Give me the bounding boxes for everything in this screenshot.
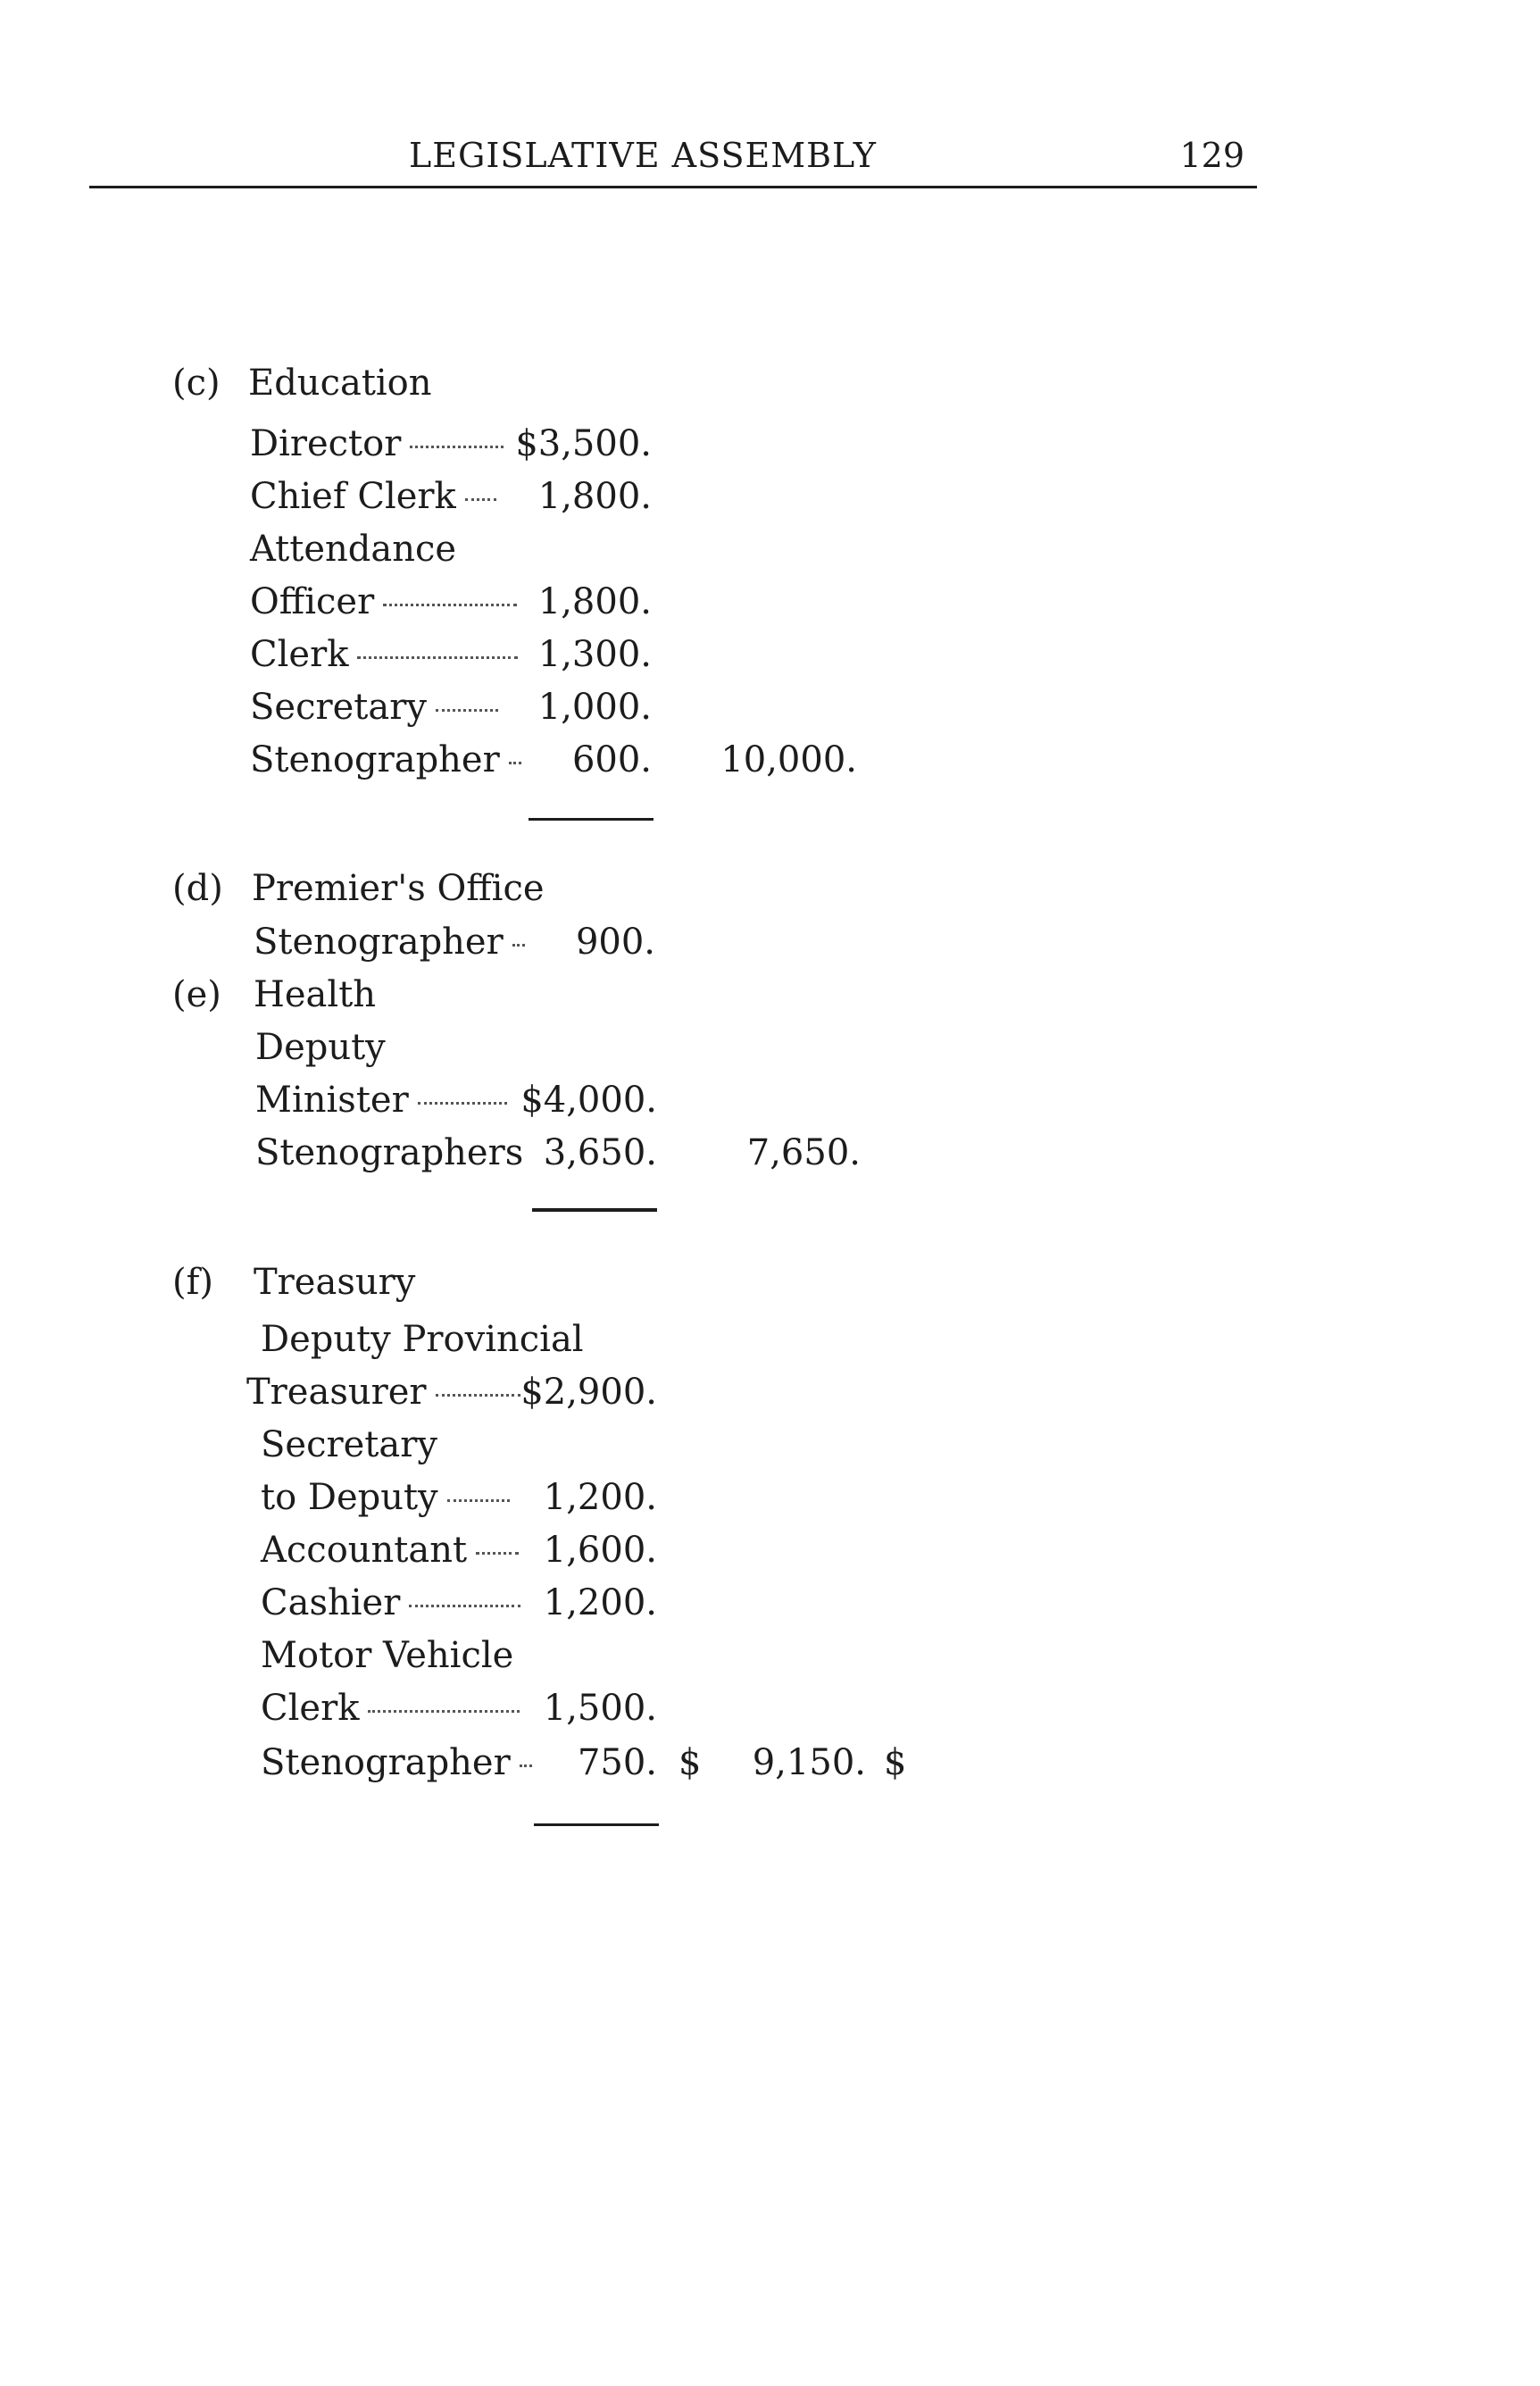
entry-amount: $4,000. [520, 1080, 657, 1121]
entry-label: Chief Clerk [250, 474, 505, 519]
entry-label: Deputy Provincial [261, 1319, 584, 1360]
running-head [89, 132, 1257, 188]
section-heading: Health [254, 974, 377, 1015]
section-marker: (e) [172, 974, 221, 1015]
entry-amount: 1,600. [543, 1530, 657, 1571]
page-number: 129 [1179, 136, 1244, 175]
section-total: 7,650. [746, 1132, 861, 1173]
entry-amount: 1,800. [537, 581, 652, 622]
sum-rule [534, 1823, 659, 1826]
section-total: 10,000. [720, 739, 857, 780]
section-marker: (c) [172, 363, 221, 404]
running-title: LEGISLATIVE ASSEMBLY [409, 136, 877, 175]
entry-label: Minister [255, 1078, 516, 1122]
entry-label: Attendance [250, 529, 457, 570]
sum-rule [532, 1208, 657, 1212]
entry-label: Director [250, 421, 512, 466]
entry-label: Treasurer [246, 1370, 529, 1414]
entry-amount: $3,500. [515, 423, 652, 464]
entry-label: Officer [250, 580, 526, 624]
entry-amount: 1,200. [543, 1477, 657, 1518]
entry-label: Cashier [261, 1581, 529, 1625]
entry-label: Secretary [261, 1424, 437, 1465]
entry-label: to Deputy [261, 1475, 519, 1520]
section-total: 9,150. [752, 1742, 866, 1783]
entry-label: Clerk [250, 632, 527, 677]
section-heading: Premier's Office [252, 868, 545, 909]
entry-amount: 1,300. [537, 634, 652, 675]
entry-label: Accountant [261, 1528, 528, 1573]
entry-amount: 600. [571, 739, 652, 780]
section-heading: Treasury [254, 1262, 416, 1303]
entry-label: Clerk [261, 1686, 529, 1731]
entry-amount: 1,800. [537, 476, 652, 517]
section-marker: (d) [172, 868, 223, 909]
entry-label: Secretary [250, 685, 507, 730]
entry-amount: 1,000. [537, 687, 652, 728]
entry-label: Stenographer [261, 1740, 541, 1785]
entry-amount: 1,500. [543, 1688, 657, 1729]
entry-label: Motor Vehicle [261, 1635, 514, 1676]
entry-amount: 900. [575, 922, 655, 963]
column-dollar-sign: $ [884, 1742, 907, 1783]
entry-amount: 3,650. [543, 1132, 657, 1173]
section-marker: (f) [172, 1262, 214, 1303]
entry-amount: $2,900. [520, 1372, 657, 1413]
entry-amount: 1,200. [543, 1582, 657, 1623]
entry-label: Deputy [255, 1027, 386, 1068]
column-dollar-sign: $ [678, 1742, 702, 1783]
entry-label: Stenographer [254, 920, 534, 964]
entry-label: Stenographers [255, 1132, 524, 1173]
entry-label: Stenographer [250, 738, 530, 782]
sum-rule [529, 818, 653, 821]
section-heading: Education [248, 363, 432, 404]
entry-amount: 750. [577, 1742, 657, 1783]
